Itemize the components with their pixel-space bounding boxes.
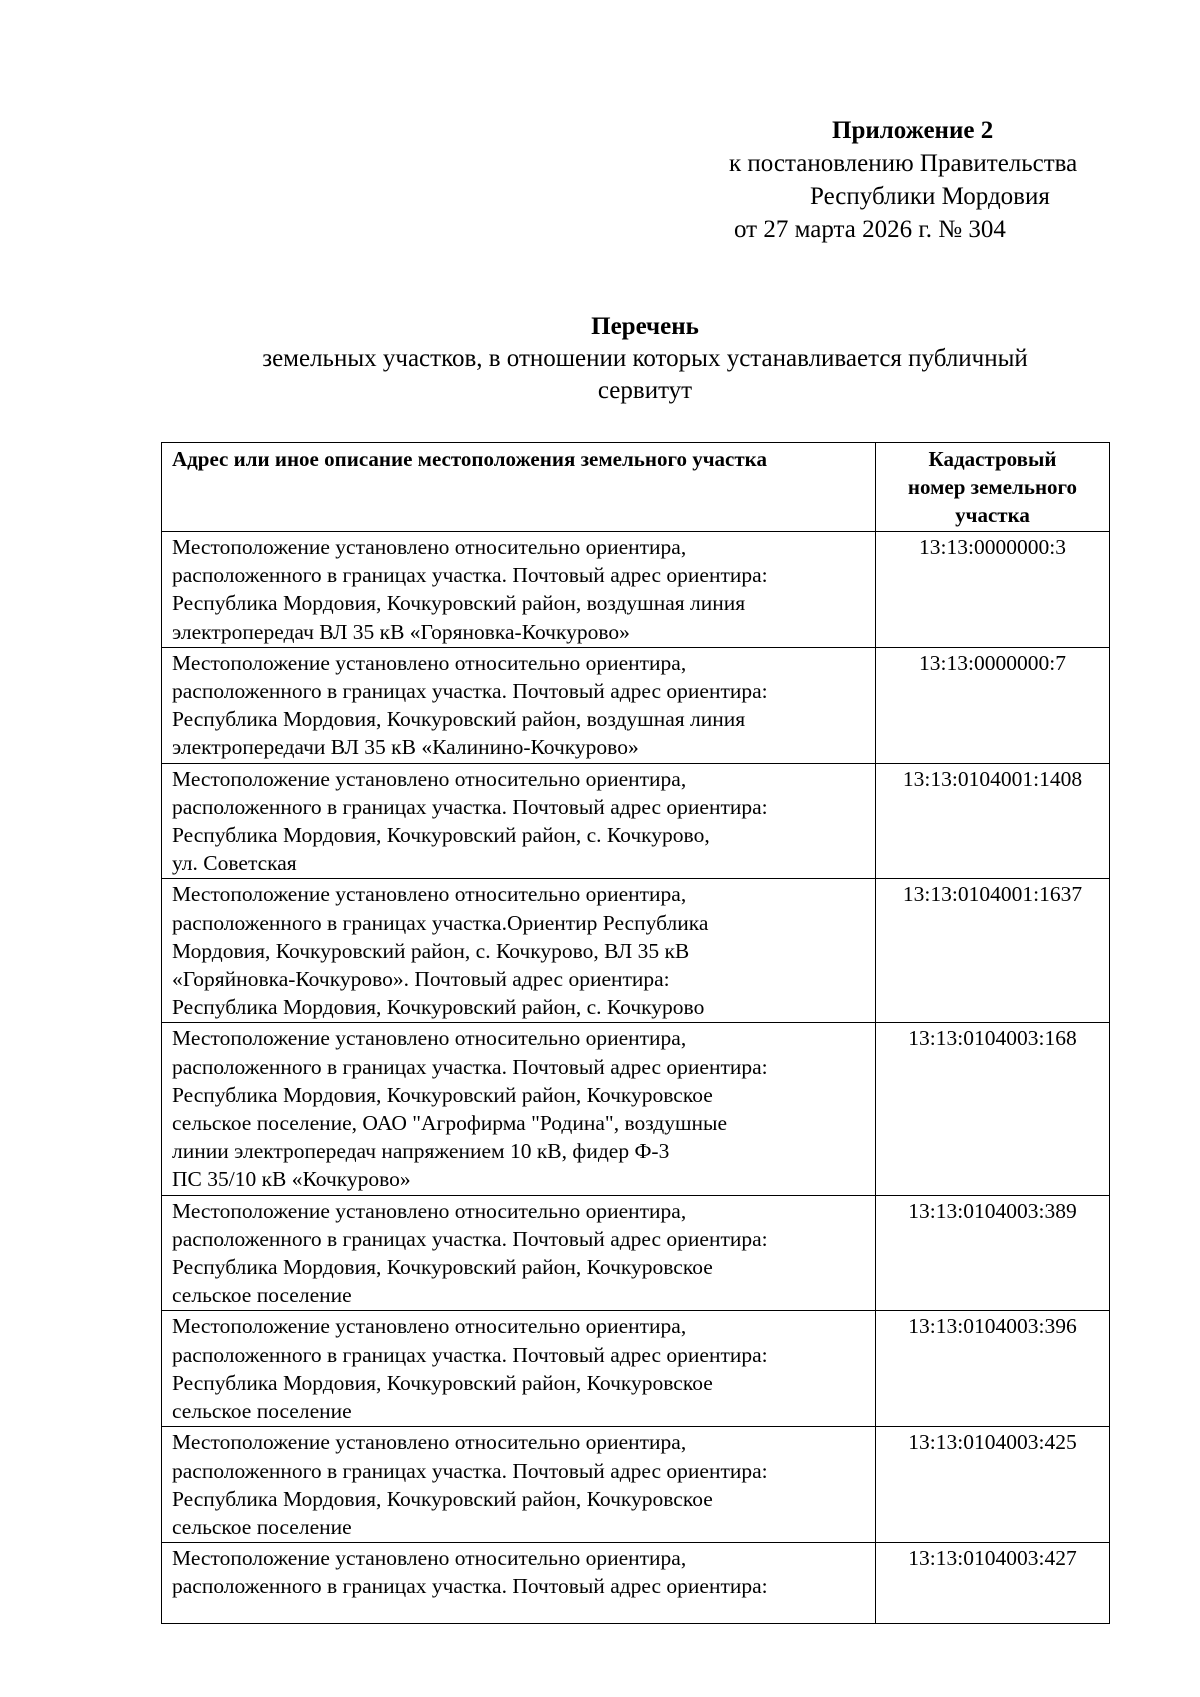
address-line: сельское поселение — [172, 1283, 352, 1308]
table-header-row — [162, 443, 1110, 532]
appendix-line-2: Республики Мордовия — [810, 183, 1050, 210]
cadastral-number-cell: 13:13:0104003:389 — [876, 1195, 1110, 1311]
address-line: Местоположение установлено относительно ориентира, — [172, 1546, 687, 1571]
table-body — [162, 532, 1110, 1624]
address-cell — [162, 647, 876, 763]
cadastral-number-cell: 13:13:0104001:1408 — [876, 763, 1110, 879]
address-line: Республика Мордовия, Кочкуровский район, Кочкуровское — [172, 1255, 713, 1280]
address-line: расположенного в границах участка.Ориентир Республика — [172, 910, 709, 935]
cadastral-header-line: номер земельного — [907, 475, 1078, 499]
address-line: сельское поселение, ОАО "Агрофирма "Родина", воздушные — [172, 1111, 728, 1136]
address-line: Мордовия, Кочкуровский район, с. Кочкурово, ВЛ 35 кВ — [172, 938, 690, 963]
address-line: Местоположение установлено относительно ориентира, — [172, 882, 687, 907]
address-line: Местоположение установлено относительно ориентира, — [172, 1430, 687, 1455]
appendix-line-1: к постановлению Правительства — [729, 150, 1078, 177]
address-line: расположенного в границах участка. Почтовый адрес ориентира: — [172, 794, 768, 819]
address-line: Местоположение установлено относительно ориентира, — [172, 535, 687, 559]
address-line: сельское поселение — [172, 1399, 352, 1424]
cadastral-number-cell: 13:13:0104003:427 — [876, 1543, 1110, 1624]
address-line: расположенного в границах участка. Почтовый адрес ориентира: — [172, 1054, 768, 1079]
cadastral-number-cell: 13:13:0000000:3 — [876, 532, 1110, 648]
cadastral-header-line: участка — [955, 503, 1030, 527]
address-line: Местоположение установлено относительно ориентира, — [172, 1026, 687, 1051]
cadastral-number-cell: 13:13:0000000:7 — [876, 647, 1110, 763]
address-line: Местоположение установлено относительно ориентира, — [172, 1198, 687, 1223]
table-row — [162, 1311, 1110, 1427]
address-cell — [162, 879, 876, 1023]
document-title-block — [160, 311, 1130, 407]
table-row — [162, 532, 1110, 648]
address-cell — [162, 763, 876, 879]
address-line: расположенного в границах участка. Почтовый адрес ориентира: — [172, 679, 768, 704]
cadastral-header-line: Кадастровый — [928, 447, 1057, 471]
table-row — [162, 647, 1110, 763]
address-line: ПС 35/10 кВ «Кочкурово» — [172, 1167, 411, 1192]
address-line: расположенного в границах участка. Почтовый адрес ориентира: — [172, 1458, 768, 1483]
address-cell — [162, 1023, 876, 1195]
address-column-header: Адрес или иное описание местоположения земельного участка — [162, 443, 876, 532]
address-line: Республика Мордовия, Кочкуровский район, с. Кочкурово, — [172, 823, 710, 848]
address-line: Республика Мордовия, Кочкуровский район, воздушная линия — [172, 591, 746, 616]
document-subheading: земельных участков, в отношении которых устанавливается публичный сервитут — [262, 345, 1028, 404]
table-row — [162, 763, 1110, 879]
address-cell — [162, 1543, 876, 1624]
table-row — [162, 1023, 1110, 1195]
address-line: расположенного в границах участка. Почтовый адрес ориентира: — [172, 1574, 768, 1599]
address-line: электропередачи ВЛ 35 кВ «Калинино-Кочкурово» — [172, 735, 639, 760]
address-line: Местоположение установлено относительно ориентира, — [172, 650, 687, 675]
table-row — [162, 1195, 1110, 1311]
address-line: Местоположение установлено относительно ориентира, — [172, 1314, 687, 1339]
address-cell — [162, 532, 876, 648]
address-line: Республика Мордовия, Кочкуровский район, Кочкуровское — [172, 1486, 713, 1511]
address-line: Республика Мордовия, Кочкуровский район, Кочкуровское — [172, 1082, 713, 1107]
address-line: расположенного в границах участка. Почтовый адрес ориентира: — [172, 1226, 768, 1251]
address-cell — [162, 1195, 876, 1311]
document-heading: Перечень — [591, 313, 699, 340]
parcels-table — [161, 442, 1110, 1624]
address-line: Республика Мордовия, Кочкуровский район, Кочкуровское — [172, 1370, 713, 1395]
address-line: Местоположение установлено относительно ориентира, — [172, 766, 687, 791]
address-line: электропередач ВЛ 35 кВ «Горяновка-Кочкурово» — [172, 619, 630, 644]
table-row — [162, 1543, 1110, 1624]
appendix-title: Приложение 2 — [832, 117, 994, 144]
address-line: Республика Мордовия, Кочкуровский район, с. Кочкурово — [172, 995, 705, 1020]
cadastral-number-cell: 13:13:0104001:1637 — [876, 879, 1110, 1023]
address-line: «Горяйновка-Кочкурово». Почтовый адрес ориентира: — [172, 967, 670, 992]
cadastral-number-cell: 13:13:0104003:168 — [876, 1023, 1110, 1195]
appendix-line-3: от 27 марта 2026 г. № 304 — [734, 216, 1006, 243]
address-line: ул. Советская — [172, 851, 297, 876]
cadastral-column-header — [876, 443, 1110, 532]
address-line: расположенного в границах участка. Почтовый адрес ориентира: — [172, 1342, 768, 1367]
address-line: линии электропередач напряжением 10 кВ, фидер Ф-3 — [172, 1139, 670, 1164]
address-line: Республика Мордовия, Кочкуровский район, воздушная линия — [172, 707, 746, 732]
table-row — [162, 879, 1110, 1023]
address-line: сельское поселение — [172, 1514, 352, 1539]
cadastral-number-cell: 13:13:0104003:396 — [876, 1311, 1110, 1427]
table-row — [162, 1427, 1110, 1543]
address-cell — [162, 1427, 876, 1543]
address-cell — [162, 1311, 876, 1427]
cadastral-number-cell: 13:13:0104003:425 — [876, 1427, 1110, 1543]
address-line: расположенного в границах участка. Почтовый адрес ориентира: — [172, 563, 768, 588]
